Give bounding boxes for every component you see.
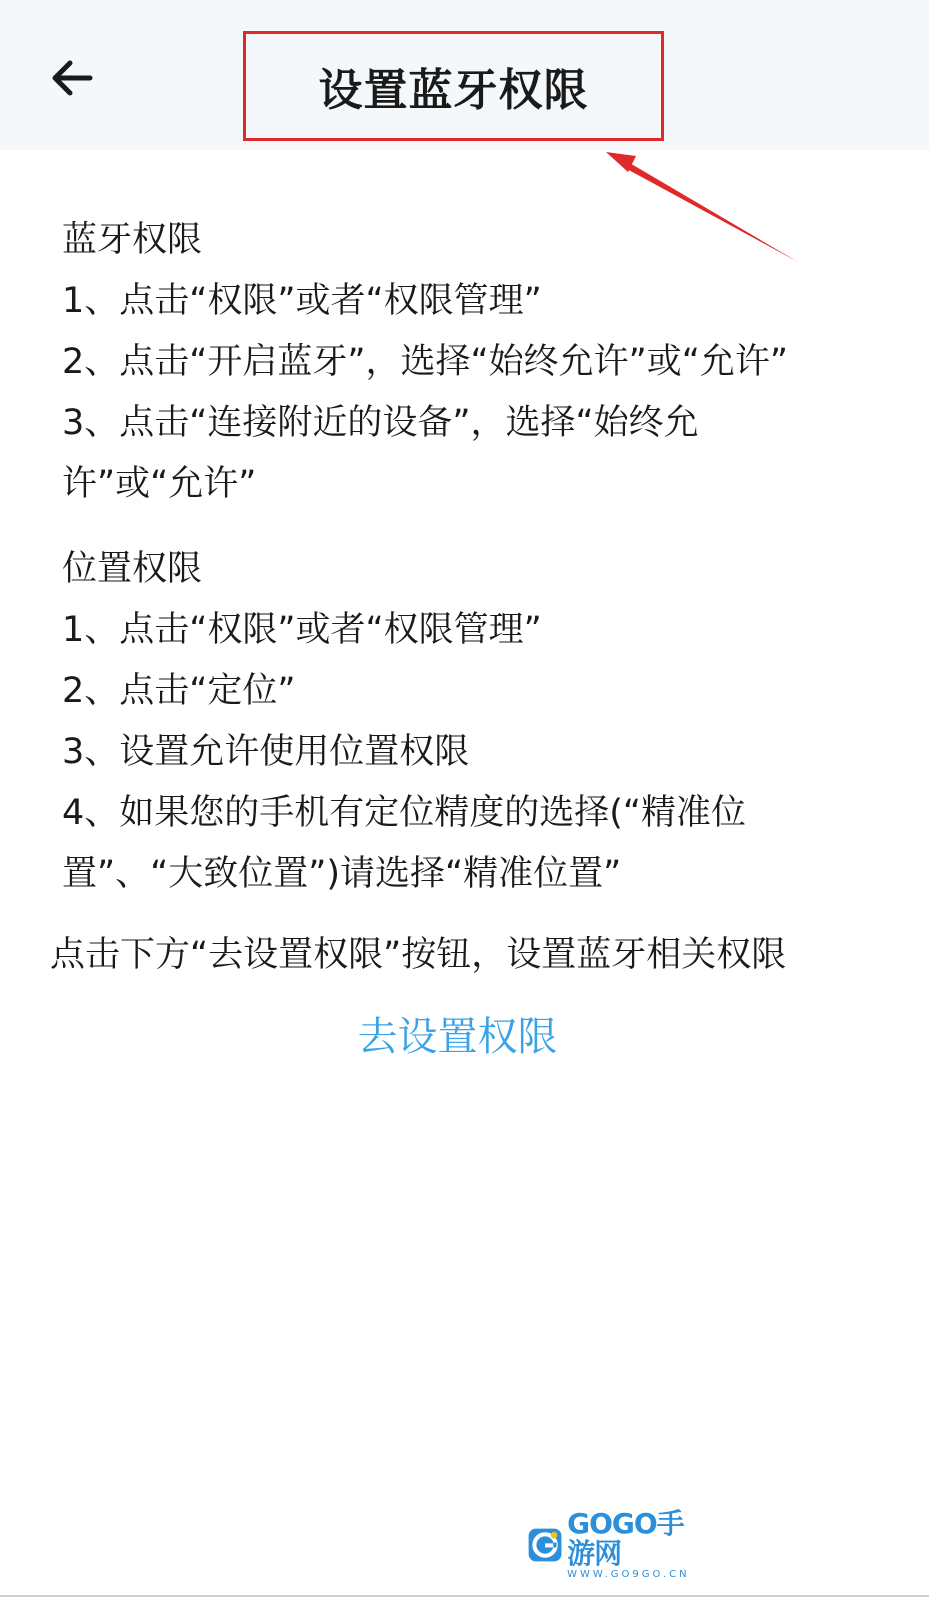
back-button[interactable] [44,50,100,106]
gogo-logo-icon [527,1523,563,1567]
instruction-line: 3、点击“连接附近的设备”，选择“始终允 [62,403,699,443]
title-highlight-box [243,31,664,141]
watermark-url: WWW.GO9GO.CN [567,1569,690,1580]
watermark-text: GOGO手游网 [567,1507,684,1570]
page-title: 设置蓝牙权限 [318,65,589,116]
instruction-line: 2、点击“定位” [62,671,296,711]
instruction-line: 1、点击“权限”或者“权限管理” [62,281,542,321]
instruction-line: 3、设置允许使用位置权限 [62,732,470,772]
instruction-line: 2、点击“开启蓝牙”，选择“始终允许”或“允许” [62,342,789,382]
location-section [62,539,882,905]
section-heading: 位置权限 [62,549,203,589]
bluetooth-section [62,210,882,515]
section-divider [62,515,882,539]
app-header [0,0,929,150]
arrow-left-icon [50,56,94,100]
watermark-text-group [567,1509,707,1581]
instruction-line: 4、如果您的手机有定位精度的选择(“精准位 [62,793,747,833]
hint-text: 点击下方“去设置权限”按钮，设置蓝牙相关权限 [50,935,787,975]
instructions [62,210,882,905]
go-to-settings-button[interactable]: 去设置权限 [357,1014,558,1060]
instruction-line: 1、点击“权限”或者“权限管理” [62,610,542,650]
instruction-line: 许”或“允许” [62,464,257,504]
section-heading: 蓝牙权限 [62,220,203,260]
instruction-line: 置”、“大致位置”)请选择“精准位置” [62,854,622,894]
watermark-logo [527,1507,707,1580]
